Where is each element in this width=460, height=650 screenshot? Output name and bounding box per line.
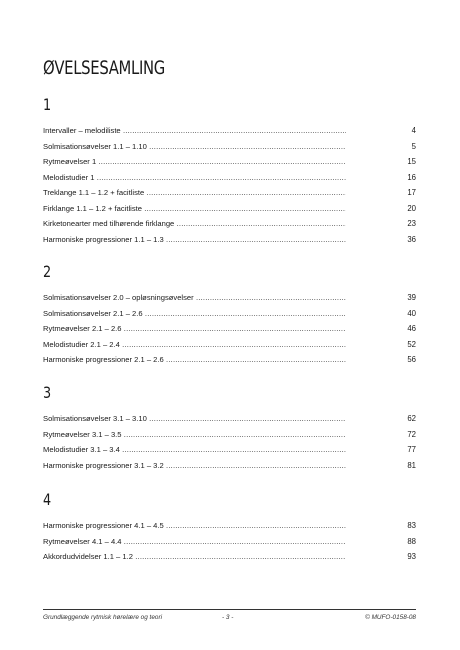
toc-entry [43,170,416,186]
toc-entry [43,534,416,550]
toc-entry-page: 20 [407,203,416,213]
toc-entry-label: Solmisationsøvelser 2.1 – 2.6 ..... [43,306,346,322]
toc-entry [43,306,416,322]
toc-entry-label: Rytmeøvelser 1 ..... [43,154,346,170]
toc-entry-page: 81 [407,460,416,470]
toc-entry-page: 36 [407,234,416,244]
section-number: 3 [43,383,52,402]
section-number: 1 [43,95,52,114]
footer-divider [43,609,416,610]
toc-section-3 [43,383,416,473]
toc-entry [43,123,416,139]
toc-entry [43,518,416,534]
toc-entry [43,154,416,170]
toc-entry-page: 77 [407,445,416,454]
toc-entry-label: Rytmeøvelser 2.1 – 2.6 ..... [43,321,346,337]
page-title: ØVELSESAMLING [43,57,165,79]
toc-entry-label: Rytmeøvelser 3.1 – 3.5 ..... [43,427,346,443]
toc-entry [43,352,416,368]
toc-entry-label: Treklange 1.1 – 1.2 + facitliste ..... [43,185,346,201]
toc-entry [43,549,416,565]
toc-section-4 [43,490,416,565]
toc-entry-page: 62 [407,414,416,423]
toc-entry-label: Melodistudier 2.1 – 2.4 ..... [43,337,346,353]
footer-page-number: - 3 - [222,614,234,621]
section-number: 2 [43,262,52,281]
toc-entry-label: Solmisationsøvelser 2.0 – opløsningsøvelser ..... [43,290,346,306]
toc-entry-page: 40 [407,308,416,318]
toc-entry [43,321,416,337]
toc-entry-page: 39 [407,293,416,302]
toc-entry-page: 16 [407,172,416,182]
toc-entry-page: 46 [407,324,416,333]
toc-entry-page: 93 [407,552,416,561]
toc-entry [43,201,416,217]
toc-entry [43,337,416,353]
toc-entry [43,216,416,232]
toc-entry-label: Intervaller – melodiliste ..... [43,123,346,139]
toc-entry-label: Harmoniske progressioner 2.1 – 2.6 ..... [43,352,346,368]
toc-entry-label: Kirketonearter med tilhørende firklange ..... [43,216,346,232]
toc-entry-label: Akkordudvidelser 1.1 – 1.2 ..... [43,549,346,565]
toc-section-1 [43,95,416,247]
toc-entry-label: Rytmeøvelser 4.1 – 4.4 ..... [43,534,346,550]
toc-section-2 [43,262,416,368]
toc-entry [43,442,416,458]
toc-entry [43,290,416,306]
toc-entry-page: 23 [407,219,416,228]
toc-entry [43,139,416,155]
toc-entry-page: 52 [407,339,416,349]
toc-entry-page: 17 [407,188,416,197]
toc-entry-label: Harmoniske progressioner 3.1 – 3.2 ..... [43,458,346,474]
toc-entry-label: Harmoniske progressioner 1.1 – 1.3 ..... [43,232,346,248]
toc-entry [43,185,416,201]
footer-copyright: © MUFO-0158-08 [365,614,416,621]
toc-entry-label: Melodistudier 1 ..... [43,170,346,186]
toc-entry [43,411,416,427]
toc-entry-label: Solmisationsøvelser 3.1 – 3.10 ..... [43,411,346,427]
toc-entry-page: 83 [407,521,416,530]
toc-entry [43,427,416,443]
toc-entry-page: 15 [407,157,416,166]
toc-entry-page: 88 [407,536,416,546]
toc-entry-label: Firklange 1.1 – 1.2 + facitliste ..... [43,201,346,217]
toc-entry [43,232,416,248]
toc-entry-label: Harmoniske progressioner 4.1 – 4.5 ..... [43,518,346,534]
toc-entry-page: 56 [407,355,416,364]
toc-entry-page: 4 [411,126,416,135]
toc-entry-page: 5 [411,141,416,151]
toc-entry [43,458,416,474]
section-number: 4 [43,490,52,509]
toc-entry-label: Solmisationsøvelser 1.1 – 1.10 ..... [43,139,346,155]
toc-entry-page: 72 [407,429,416,439]
footer-book-title: Grundlæggende rytmisk hørelære og teori [43,614,162,621]
toc-entry-label: Melodistudier 3.1 – 3.4 ..... [43,442,346,458]
